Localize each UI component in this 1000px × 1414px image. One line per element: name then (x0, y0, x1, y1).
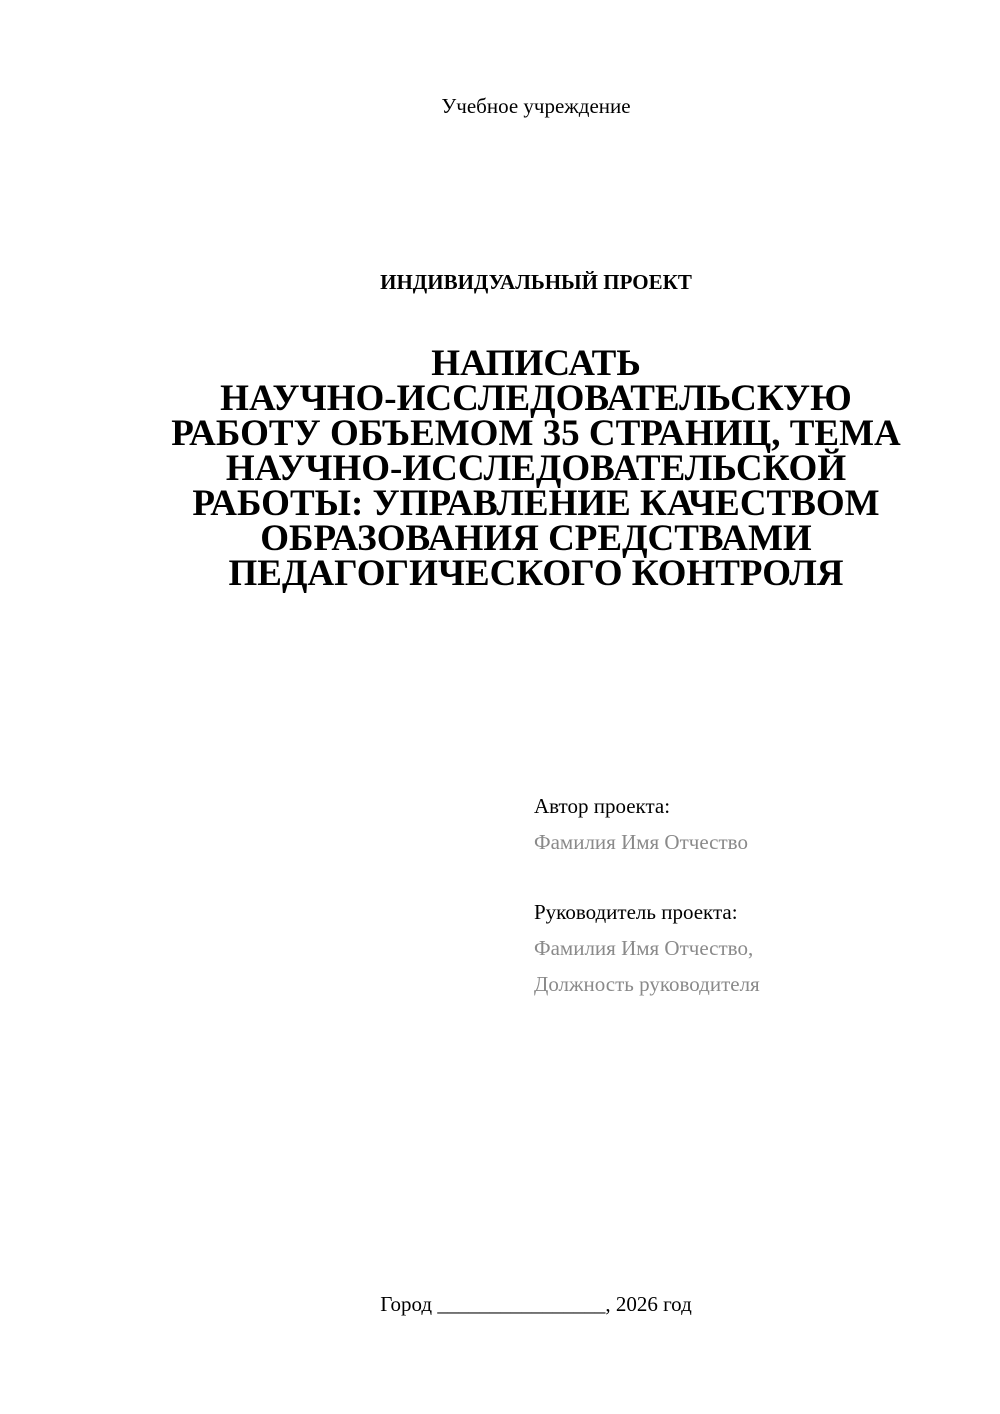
title-line: РАБОТЫ: УПРАВЛЕНИЕ КАЧЕСТВОМ (192, 483, 880, 524)
project-title (150, 343, 922, 594)
author-label: Автор проекта: (534, 794, 671, 818)
title-line: ПЕДАГОГИЧЕСКОГО КОНТРОЛЯ (228, 553, 844, 594)
title-line: НАУЧНО-ИССЛЕДОВАТЕЛЬСКУЮ (220, 378, 852, 419)
title-line: ОБРАЗОВАНИЯ СРЕДСТВАМИ (260, 518, 812, 559)
author-name: Фамилия Имя Отчество (534, 830, 748, 854)
title-line: РАБОТУ ОБЪЕМОМ 35 СТРАНИЦ, ТЕМА (171, 413, 901, 454)
supervisor-position: Должность руководителя (534, 972, 760, 996)
credits-block (534, 788, 974, 1002)
supervisor-name: Фамилия Имя Отчество, (534, 936, 754, 960)
supervisor-label: Руководитель проекта: (534, 900, 738, 924)
spacer (534, 860, 974, 894)
project-type-heading: ИНДИВИДУАЛЬНЫЙ ПРОЕКТ (380, 270, 692, 294)
title-line: НАПИСАТЬ (431, 343, 641, 384)
institution-name: Учебное учреждение (441, 94, 631, 118)
city-year-line: Город ________________, 2026 год (380, 1292, 692, 1316)
title-line: НАУЧНО-ИССЛЕДОВАТЕЛЬСКОЙ (225, 448, 847, 489)
